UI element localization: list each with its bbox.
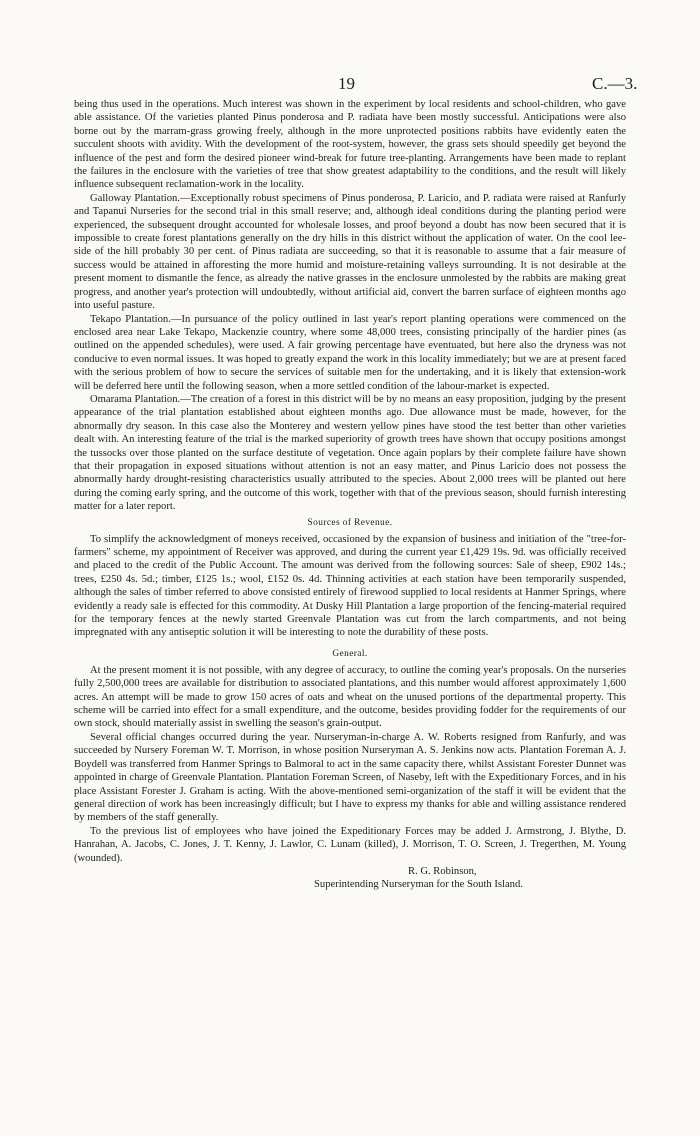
heading-sources-of-revenue: Sources of Revenue. xyxy=(307,517,393,528)
document-reference: C.—3. xyxy=(592,74,638,93)
paragraph-omarama-plantation: Omarama Plantation.—The creation of a forest in this district will be by no means an easy proposition, judging by the present appearance of the trial plantation established about eighteen months ago. Due allowance must be made, however, for the abnormally dry season. In this case also the Monterey and western yellow pines have stood the test better than other varieties dealt with. An interesting feature of the trial is the marked superiority of growth trees have shown that occupy positions amongst the tussocks over those planted on the surface destitute of vegetation. Once again poplars by their complete failure have shown that their propagation in exposed situations without attention is not an easy matter, and Pinus Laricio does not possess the abnormally hardy drought-resisting characteristics usually attributed to the species. About 2,000 trees will be planted out here during the coming early spring, and the outcome of this work, together with that of the previous season, should furnish interesting matter for a later report. xyxy=(74,393,626,513)
paragraph-revenue: To simplify the acknowledgment of moneys received, occasioned by the expansion of business and initiation of the "tree-for-farmers" scheme, my appointment of Receiver was approved, and during the current year £1,429 19s. 9d. was officially received and placed to the credit of the Public Account. The amount was derived from the following sources: Sale of sheep, £902 14s.; trees, £250 4s. 5d.; timber, £125 1s.; wool, £152 0s. 4d. Thinning activities at each station have been temporarily suspended, although the sales of timber referred to above consisted entirely of firewood supplied to local residents at Hanmer Springs, where evidently a ready sale is effected for this commodity. At Dusky Hill Plantation a large proportion of the fencing-material required for the temporary fences at the newly started Greenvale Plantation was cut from the larch compartments, and not being impregnated with any antiseptic solution it will be interesting to note the durability of these posts. xyxy=(74,533,626,639)
paragraph-staff-changes: Several official changes occurred during the year. Nurseryman-in-charge A. W. Roberts resigned from Ranfurly, and was succeeded by Nursery Foreman W. T. Morrison, in whose position Nurseryman A. S. Jenkins now acts. Plantation Foreman A. J. Boydell was transferred from Hanmer Springs to Balmoral to act in the same capacity there, whilst Assistant Forester Dunnet was appointed in charge of Greenvale Plantation. Plantation Foreman Screen, of Naseby, left with the Expeditionary Forces, and in his place Assistant Forester J. Graham is acting. With the above-mentioned semi-organization of the staff it will be evident that the general direction of work has been increasingly difficult; but I have to express my thanks for able and willing assistance rendered by members of the staff generally. xyxy=(74,731,626,824)
paragraph-tekapo-plantation: Tekapo Plantation.—In pursuance of the policy outlined in last year's report planting operations were commenced on the enclosed area near Lake Tekapo, Mackenzie country, where some 48,000 trees, consisting principally of the hardier pines (as outlined on the appended schedules), were used. A fair growing percentage have eventuated, but here also the dryness was not conducive to even normal issues. It was hoped to greatly expand the work in this locality immediately; but we are at present faced with the serious problem of how to secure the services of suitable men for the undertaking, and it is likely that extension-work will be deferred here until the following season, when a more settled condition of the labour-market is expected. xyxy=(74,313,626,392)
report-body xyxy=(74,98,626,892)
paragraph-proposals: At the present moment it is not possible, with any degree of accuracy, to outline the coming year's proposals. On the nurseries fully 2,500,000 trees are available for distribution to associated plantations, and this number would afforest approximately 1,600 acres. An attempt will be made to grow 150 acres of oats and wheat on the unused portions of the departmental property. This scheme will be carried into effect for a small expenditure, and the outcome, besides providing fodder for the requirements of our own stock, should materially assist in swelling the season's grain-output. xyxy=(74,664,626,730)
paragraph-expeditionary-forces: To the previous list of employees who have joined the Expeditionary Forces may be added J. Armstrong, J. Blythe, D. Hanrahan, A. Jacobs, C. Jones, J. T. Kenny, J. Lawlor, C. Lunam (killed), J. Morrison, T. O. Screen, J. Tregerthen, M. Young (wounded). xyxy=(74,825,626,864)
paragraph-galloway-plantation: Galloway Plantation.—Exceptionally robust specimens of Pinus ponderosa, P. Laricio, and P. radiata were raised at Ranfurly and Tapanui Nurseries for the second trial in this small reserve; and, although ideal conditions during the planting period were experienced, the subsequent drought accounted for wholesale losses, and proof beyond a doubt has now been secured that it is impossible to create forest plantations generally on the dry hills in this district without the application of water. On the cool lee-side of the hill probably 30 per cent. of Pinus radiata are succeeding, so that it is reasonable to assume that a fair measure of success would be attained in afforesting the more humid and moisture-retaining valleys surrounding. It is not desirable at the present moment to dismantle the fence, as already the native grasses in the enclosure unmolested by the rabbits are making great progress, and another year's protection will undoubtedly, without artificial aid, convert the barren surface of eighteen months ago into useful pasture. xyxy=(74,192,626,312)
page-number: 19 xyxy=(338,74,355,93)
paragraph-marram-grass: being thus used in the operations. Much interest was shown in the experiment by local residents and school-children, who gave able assistance. Of the varieties planted Pinus ponderosa and P. radiata have been mostly successful. Anticipations were also borne out by the marram-grass growing freely, although in the more unprotected positions rabbits have evidently eaten the succulent shoots with avidity. With the development of the root-system, however, the grass sets should speedily get beyond the influence of the pest and form the desired pioneer wind-break for future tree-planting. Arrangements have been made to replant the failures in the enclosure with the varieties of tree that show greatest adaptability to the conditions, and the result will likely influence subsequent reclamation-work in the locality. xyxy=(74,99,626,191)
heading-general: General. xyxy=(332,648,368,659)
signature-name: R. G. Robinson, xyxy=(408,865,477,877)
signature-title: Superintending Nurseryman for the South Island. xyxy=(314,879,523,891)
